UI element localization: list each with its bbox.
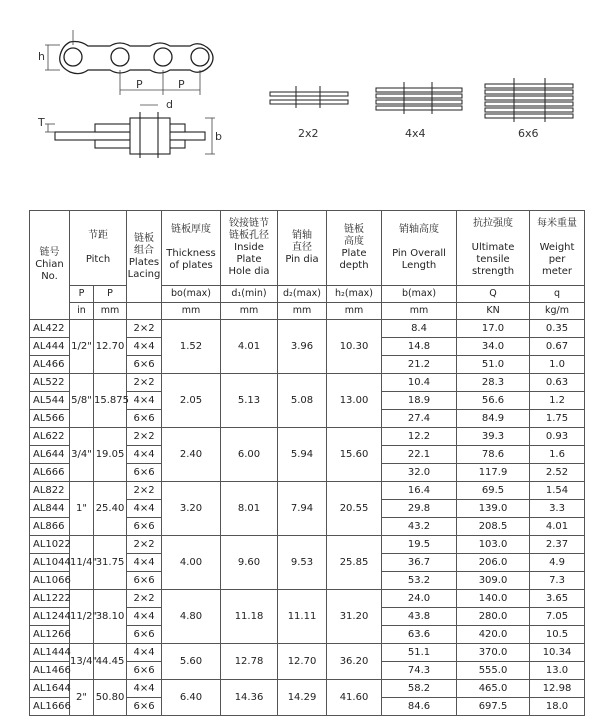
tensile-strength: 17.0 [457,320,530,338]
lacing: 2×2 [127,374,162,392]
lacing: 2×2 [127,482,162,500]
chain-model: AL566 [30,410,70,428]
pin-length: 24.0 [382,590,457,608]
lacing: 6×6 [127,698,162,716]
pin-length: 43.2 [382,518,457,536]
unit-b: mm [382,303,457,320]
lacing: 4×4 [127,644,162,662]
unit-d2: mm [278,303,327,320]
unit-in: in [70,303,94,320]
table-row [30,680,585,698]
chain-model: AL822 [30,482,70,500]
weight-per-meter: 1.6 [530,446,585,464]
weight-per-meter: 1.75 [530,410,585,428]
pin-length: 10.4 [382,374,457,392]
pitch-mm: 12.70 [94,320,127,374]
pin-length: 32.0 [382,464,457,482]
pin-length: 63.6 [382,626,457,644]
table-row [30,590,585,608]
lacing: 6×6 [127,356,162,374]
pin-length: 51.1 [382,644,457,662]
header-pin-dia: 销轴 直径 Pin dia [278,211,327,286]
chain-model: AL444 [30,338,70,356]
unit-mm: mm [94,303,127,320]
header-hole-dia: 铰接链节 链板孔径 Inside Plate Hole dia [221,211,278,286]
lacing: 4×4 [127,554,162,572]
plate-thickness: 4.80 [162,590,221,644]
pin-dia: 11.11 [278,590,327,644]
symbol-bo: bo(max) [162,286,221,303]
hole-dia: 8.01 [221,482,278,536]
pitch-inch: 2" [70,680,94,716]
chain-model: AL1044 [30,554,70,572]
tensile-strength: 309.0 [457,572,530,590]
unit-h2: mm [327,303,382,320]
lacing: 2×2 [127,320,162,338]
weight-per-meter: 7.3 [530,572,585,590]
unit-weight: kg/m [530,303,585,320]
table-row [30,374,585,392]
pin-length: 27.4 [382,410,457,428]
pitch-inch: 13/4" [70,644,94,680]
chain-model: AL666 [30,464,70,482]
pin-length: 18.9 [382,392,457,410]
header-plate-depth: 链板 高度 Plate depth [327,211,382,286]
plate-thickness: 4.00 [162,536,221,590]
lacing-2x2-label: 2x2 [298,127,319,140]
plate-depth: 13.00 [327,374,382,428]
chain-model: AL622 [30,428,70,446]
weight-per-meter: 3.65 [530,590,585,608]
chain-model: AL544 [30,392,70,410]
weight-per-meter: 10.5 [530,626,585,644]
tensile-strength: 280.0 [457,608,530,626]
header-tensile-strength: 抗拉强度 Ultimate tensile strength [457,211,530,286]
plate-depth: 41.60 [327,680,382,716]
chain-model: AL1022 [30,536,70,554]
plate-thickness: 2.05 [162,374,221,428]
tensile-strength: 39.3 [457,428,530,446]
chain-model: AL866 [30,518,70,536]
pitch-mm: 50.80 [94,680,127,716]
weight-per-meter: 13.0 [530,662,585,680]
dim-p-label-1: P [136,78,143,91]
pitch-mm: 15.875 [94,374,127,428]
chain-model: AL466 [30,356,70,374]
lacing: 6×6 [127,464,162,482]
dim-b-label: b [215,130,222,143]
pin-length: 14.8 [382,338,457,356]
lacing-6x6-label: 6x6 [518,127,539,140]
tensile-strength: 34.0 [457,338,530,356]
unit-d1: mm [221,303,278,320]
plate-depth: 20.55 [327,482,382,536]
tensile-strength: 28.3 [457,374,530,392]
chain-model: AL644 [30,446,70,464]
weight-per-meter: 0.93 [530,428,585,446]
pin-length: 16.4 [382,482,457,500]
lacing: 6×6 [127,518,162,536]
lacing: 6×6 [127,572,162,590]
dim-h-label: h [38,50,45,63]
hole-dia: 12.78 [221,644,278,680]
pin-length: 84.6 [382,698,457,716]
pitch-inch: 5/8" [70,374,94,428]
pin-length: 58.2 [382,680,457,698]
chain-model: AL1444 [30,644,70,662]
tensile-strength: 69.5 [457,482,530,500]
pin-dia: 12.70 [278,644,327,680]
pin-length: 12.2 [382,428,457,446]
tensile-strength: 103.0 [457,536,530,554]
hole-dia: 5.13 [221,374,278,428]
header-plates: 链板 组合 Plates Lacing [127,211,162,303]
hole-dia: 14.36 [221,680,278,716]
header-chain-no: 链号 Chian No. [30,211,70,320]
weight-per-meter: 0.67 [530,338,585,356]
symbol-d2: d₂(max) [278,286,327,303]
lacing: 4×4 [127,680,162,698]
hole-dia: 9.60 [221,536,278,590]
symbol-b: b(max) [382,286,457,303]
chain-model: AL844 [30,500,70,518]
lacing: 2×2 [127,590,162,608]
plate-depth: 15.60 [327,428,382,482]
lacing: 6×6 [127,410,162,428]
pitch-mm: 25.40 [94,482,127,536]
plate-depth: 25.85 [327,536,382,590]
weight-per-meter: 12.98 [530,680,585,698]
pitch-mm: 44.45 [94,644,127,680]
chain-model: AL522 [30,374,70,392]
pin-dia: 5.08 [278,374,327,428]
tensile-strength: 697.5 [457,698,530,716]
weight-per-meter: 4.01 [530,518,585,536]
weight-per-meter: 2.37 [530,536,585,554]
tensile-strength: 117.9 [457,464,530,482]
plate-thickness: 5.60 [162,644,221,680]
lacing: 4×4 [127,608,162,626]
pin-dia: 14.29 [278,680,327,716]
table-row [30,644,585,662]
weight-per-meter: 4.9 [530,554,585,572]
tensile-strength: 56.6 [457,392,530,410]
weight-per-meter: 1.2 [530,392,585,410]
chain-model: AL1666 [30,698,70,716]
chain-model: AL1066 [30,572,70,590]
plate-depth: 36.20 [327,644,382,680]
table-row [30,536,585,554]
pin-dia: 7.94 [278,482,327,536]
dim-p-label-2: P [178,78,185,91]
weight-per-meter: 0.63 [530,374,585,392]
unit-strength: KN [457,303,530,320]
plate-top-view [60,42,213,74]
pitch-inch: 1/2" [70,320,94,374]
plate-thickness: 1.52 [162,320,221,374]
table-row [30,482,585,500]
symbol-p-in: P [70,286,94,303]
tensile-strength: 84.9 [457,410,530,428]
tensile-strength: 555.0 [457,662,530,680]
lacing-4x4-drawing [376,82,462,114]
table-row [30,320,585,338]
pin-dia: 5.94 [278,428,327,482]
plate-thickness: 6.40 [162,680,221,716]
plate-thickness: 2.40 [162,428,221,482]
dim-d-label: d [166,98,173,111]
dim-t-label: T [38,116,45,129]
plate-depth: 31.20 [327,590,382,644]
chain-model: AL1222 [30,590,70,608]
pin-length: 36.7 [382,554,457,572]
pin-length: 74.3 [382,662,457,680]
tensile-strength: 139.0 [457,500,530,518]
chain-spec-table [29,210,585,716]
symbol-d1: d₁(min) [221,286,278,303]
pitch-inch: 11/4" [70,536,94,590]
pitch-inch: 1" [70,482,94,536]
header-weight: 每米重量 Weight per meter [530,211,585,286]
pitch-inch: 11/2" [70,590,94,644]
weight-per-meter: 2.52 [530,464,585,482]
pin-dia: 9.53 [278,536,327,590]
lacing: 4×4 [127,338,162,356]
hole-dia: 4.01 [221,320,278,374]
lacing: 6×6 [127,626,162,644]
weight-per-meter: 18.0 [530,698,585,716]
lacing: 2×2 [127,428,162,446]
lacing: 6×6 [127,662,162,680]
lacing-6x6-drawing [485,78,573,122]
chain-model: AL1644 [30,680,70,698]
pitch-mm: 19.05 [94,428,127,482]
weight-per-meter: 7.05 [530,608,585,626]
chain-drawings [0,0,597,205]
lacing: 2×2 [127,536,162,554]
pin-length: 21.2 [382,356,457,374]
header-pin-length: 销轴高度 Pin Overall Length [382,211,457,286]
pin-length: 43.8 [382,608,457,626]
pin-length: 29.8 [382,500,457,518]
spec-table-body [30,320,585,716]
header-pitch: 节距 Pitch [70,211,127,286]
tensile-strength: 206.0 [457,554,530,572]
symbol-q-weight: q [530,286,585,303]
plate-depth: 10.30 [327,320,382,374]
pitch-mm: 38.10 [94,590,127,644]
pin-length: 8.4 [382,320,457,338]
weight-per-meter: 3.3 [530,500,585,518]
chain-side-view [55,112,205,158]
pin-length: 53.2 [382,572,457,590]
header-thickness: 链板厚度 Thickness of plates [162,211,221,286]
tensile-strength: 370.0 [457,644,530,662]
chain-model: AL1266 [30,626,70,644]
lacing: 4×4 [127,500,162,518]
weight-per-meter: 10.34 [530,644,585,662]
weight-per-meter: 1.0 [530,356,585,374]
pitch-mm: 31.75 [94,536,127,590]
symbol-h2: h₂(max) [327,286,382,303]
chain-model: AL1466 [30,662,70,680]
tensile-strength: 420.0 [457,626,530,644]
lacing: 4×4 [127,392,162,410]
symbol-q-strength: Q [457,286,530,303]
weight-per-meter: 1.54 [530,482,585,500]
pin-dia: 3.96 [278,320,327,374]
lacing-2x2-drawing [270,86,348,108]
pin-length: 22.1 [382,446,457,464]
chain-model: AL422 [30,320,70,338]
plate-thickness: 3.20 [162,482,221,536]
pin-length: 19.5 [382,536,457,554]
tensile-strength: 465.0 [457,680,530,698]
pitch-inch: 3/4" [70,428,94,482]
tensile-strength: 140.0 [457,590,530,608]
hole-dia: 11.18 [221,590,278,644]
hole-dia: 6.00 [221,428,278,482]
lacing-4x4-label: 4x4 [405,127,426,140]
chain-model: AL1244 [30,608,70,626]
unit-bo: mm [162,303,221,320]
table-row [30,428,585,446]
tensile-strength: 78.6 [457,446,530,464]
weight-per-meter: 0.35 [530,320,585,338]
tensile-strength: 208.5 [457,518,530,536]
lacing: 4×4 [127,446,162,464]
symbol-p-mm: P [94,286,127,303]
tensile-strength: 51.0 [457,356,530,374]
unit-plates [127,303,162,320]
